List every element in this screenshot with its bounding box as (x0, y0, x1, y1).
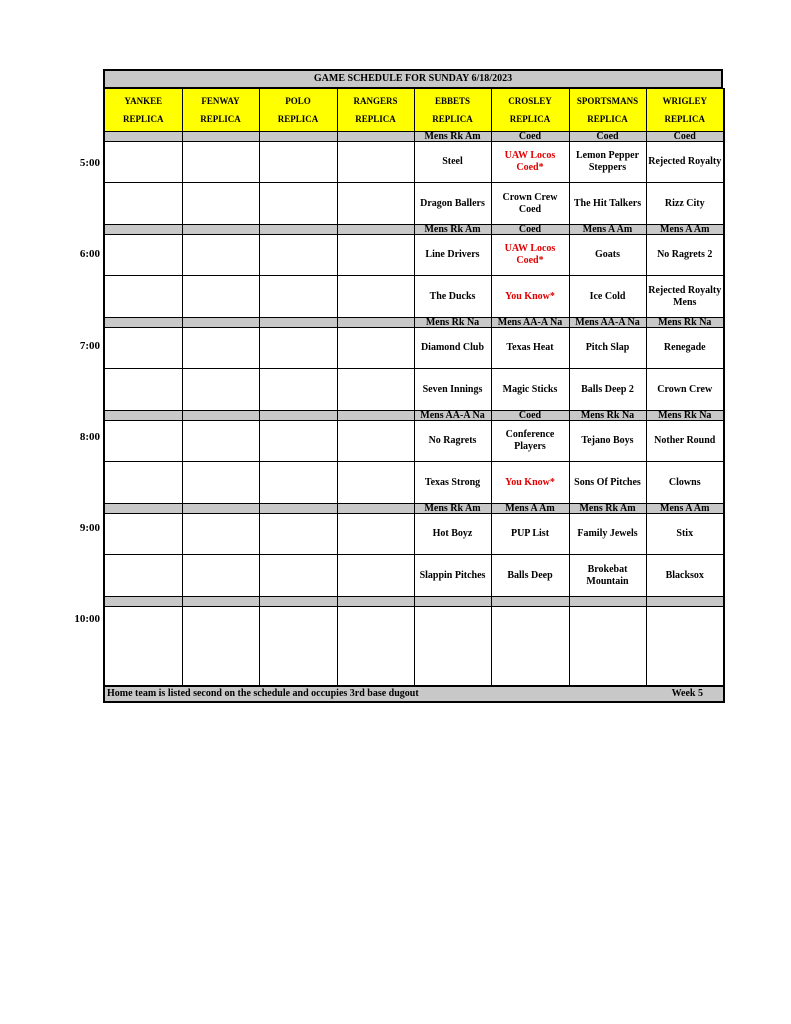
field-subtitle: REPLICA (432, 114, 473, 124)
field-subtitle: REPLICA (509, 114, 551, 124)
division-label: Mens A Am (646, 225, 724, 235)
division-label (182, 504, 259, 514)
schedule-title: GAME SCHEDULE FOR SUNDAY 6/18/2023 (103, 69, 723, 88)
division-label: Mens A Am (569, 225, 646, 235)
division-label (104, 597, 182, 607)
away-team-cell (104, 235, 182, 276)
division-label: Mens Rk Na (646, 318, 724, 328)
home-team-cell (259, 555, 337, 597)
away-team-cell: Renegade (646, 328, 724, 369)
schedule-sheet (103, 69, 723, 703)
home-team-cell (182, 462, 259, 504)
home-team-cell: Blacksox (646, 555, 724, 597)
away-team-cell: Stix (646, 514, 724, 555)
field-header (569, 89, 646, 132)
home-team-cell: Magic Sticks (491, 369, 569, 411)
home-team-cell: The Hit Talkers (569, 183, 646, 225)
division-label (104, 132, 182, 142)
home-team-cell (259, 369, 337, 411)
game-team-row (104, 462, 724, 504)
time-label: 9:00 (79, 522, 100, 534)
away-team-cell: UAW Locos Coed* (491, 142, 569, 183)
home-team-cell (337, 369, 414, 411)
away-team-cell: Family Jewels (569, 514, 646, 555)
away-team-cell (182, 421, 259, 462)
home-team-cell (104, 369, 182, 411)
field-subtitle: REPLICA (122, 114, 164, 124)
division-label: Mens Rk Am (414, 132, 491, 142)
division-label (259, 225, 337, 235)
division-label: Mens Rk Am (414, 225, 491, 235)
division-label (337, 225, 414, 235)
division-label (337, 132, 414, 142)
away-team-cell: Texas Heat (491, 328, 569, 369)
empty-cell (104, 607, 182, 687)
division-label: Mens Rk Na (646, 411, 724, 421)
division-label (182, 132, 259, 142)
home-team-cell (259, 276, 337, 318)
field-name: POLO (285, 96, 311, 106)
home-team-cell: Dragon Ballers (414, 183, 491, 225)
away-team-cell (182, 328, 259, 369)
field-header (104, 89, 182, 132)
home-team-cell (337, 183, 414, 225)
division-label: Mens Rk Am (414, 504, 491, 514)
home-team-cell: Brokebat Mountain (569, 555, 646, 597)
time-label: 10:00 (74, 613, 100, 625)
game-team-row (104, 514, 724, 555)
field-name: WRIGLEY (662, 96, 707, 106)
away-team-cell (259, 328, 337, 369)
division-label (646, 597, 724, 607)
field-name: YANKEE (124, 96, 163, 106)
field-header (646, 89, 724, 132)
field-header-row (104, 89, 724, 132)
empty-cell (414, 607, 491, 687)
game-team-row (104, 369, 724, 411)
field-subtitle: REPLICA (664, 114, 705, 124)
empty-cell (491, 607, 569, 687)
field-subtitle: REPLICA (200, 114, 241, 124)
home-team-cell (182, 276, 259, 318)
division-label (182, 225, 259, 235)
empty-cell (646, 607, 724, 687)
away-team-cell: Nother Round (646, 421, 724, 462)
away-team-cell: Hot Boyz (414, 514, 491, 555)
division-label: Mens AA-A Na (569, 318, 646, 328)
home-team-cell: Balls Deep (491, 555, 569, 597)
home-team-cell: You Know* (491, 462, 569, 504)
division-label: Mens A Am (491, 504, 569, 514)
away-team-cell: Diamond Club (414, 328, 491, 369)
away-team-cell (104, 328, 182, 369)
away-team-cell: Conference Players (491, 421, 569, 462)
division-label (104, 318, 182, 328)
division-label (104, 504, 182, 514)
home-team-cell: Rejected Royalty Mens (646, 276, 724, 318)
division-label: Coed (491, 132, 569, 142)
field-subtitle: REPLICA (587, 114, 628, 124)
home-team-cell: You Know* (491, 276, 569, 318)
home-team-cell: Texas Strong (414, 462, 491, 504)
home-team-cell (104, 462, 182, 504)
division-label (337, 597, 414, 607)
footer-row (104, 686, 724, 702)
division-label (182, 597, 259, 607)
empty-cell (259, 607, 337, 687)
field-subtitle: REPLICA (355, 114, 396, 124)
division-label: Mens A Am (646, 504, 724, 514)
away-team-cell: Rejected Royalty (646, 142, 724, 183)
home-team-cell (259, 462, 337, 504)
home-team-cell (104, 276, 182, 318)
division-label: Mens Rk Na (569, 411, 646, 421)
home-team-cell: Clowns (646, 462, 724, 504)
division-label (259, 504, 337, 514)
game-team-row (104, 142, 724, 183)
away-team-cell (104, 421, 182, 462)
division-row (104, 132, 724, 142)
home-team-cell: Seven Innings (414, 369, 491, 411)
home-team-cell (337, 276, 414, 318)
division-label: Coed (569, 132, 646, 142)
away-team-cell (259, 514, 337, 555)
home-team-cell: Rizz City (646, 183, 724, 225)
away-team-cell (182, 514, 259, 555)
away-team-cell: Lemon Pepper Steppers (569, 142, 646, 183)
field-header (182, 89, 259, 132)
division-label: Mens AA-A Na (414, 411, 491, 421)
footer-cell (104, 686, 724, 702)
division-label: Coed (491, 411, 569, 421)
week-label: Week 5 (671, 688, 703, 699)
away-team-cell: Pitch Slap (569, 328, 646, 369)
field-subtitle: REPLICA (277, 114, 319, 124)
home-team-cell: Crown Crew Coed (491, 183, 569, 225)
away-team-cell: UAW Locos Coed* (491, 235, 569, 276)
home-team-cell (337, 555, 414, 597)
home-team-cell: Slappin Pitches (414, 555, 491, 597)
division-label (337, 318, 414, 328)
division-label: Coed (491, 225, 569, 235)
away-team-cell: Steel (414, 142, 491, 183)
home-team-cell: Balls Deep 2 (569, 369, 646, 411)
footer-note: Home team is listed second on the schedule and occupies 3rd base dugout (107, 688, 419, 699)
away-team-cell (337, 328, 414, 369)
field-header (414, 89, 491, 132)
away-team-cell (337, 235, 414, 276)
division-label (259, 597, 337, 607)
game-team-row (104, 183, 724, 225)
field-name: EBBETS (434, 96, 471, 106)
division-label (182, 318, 259, 328)
home-team-cell: Sons Of Pitches (569, 462, 646, 504)
away-team-cell (104, 142, 182, 183)
division-label (414, 597, 491, 607)
time-label: 5:00 (79, 157, 100, 169)
away-team-cell: No Ragrets 2 (646, 235, 724, 276)
home-team-cell: The Ducks (414, 276, 491, 318)
field-name: CROSLEY (508, 96, 552, 106)
division-label: Mens AA-A Na (491, 318, 569, 328)
empty-slot-row (104, 607, 724, 687)
away-team-cell (337, 142, 414, 183)
division-row (104, 411, 724, 421)
away-team-cell (337, 421, 414, 462)
away-team-cell: No Ragrets (414, 421, 491, 462)
division-label (259, 411, 337, 421)
home-team-cell (182, 555, 259, 597)
division-label (491, 597, 569, 607)
division-label (337, 504, 414, 514)
away-team-cell: Tejano Boys (569, 421, 646, 462)
division-label (259, 318, 337, 328)
away-team-cell (337, 514, 414, 555)
away-team-cell (259, 421, 337, 462)
division-row (104, 318, 724, 328)
division-label (104, 225, 182, 235)
field-name: RANGERS (353, 96, 398, 106)
division-label: Mens Rk Am (569, 504, 646, 514)
game-team-row (104, 328, 724, 369)
home-team-cell: Crown Crew (646, 369, 724, 411)
game-team-row (104, 421, 724, 462)
division-row (104, 597, 724, 607)
empty-cell (337, 607, 414, 687)
away-team-cell (259, 142, 337, 183)
field-header (259, 89, 337, 132)
division-label (182, 411, 259, 421)
empty-cell (569, 607, 646, 687)
home-team-cell (104, 555, 182, 597)
home-team-cell (337, 462, 414, 504)
away-team-cell: Line Drivers (414, 235, 491, 276)
away-team-cell (182, 235, 259, 276)
game-team-row (104, 235, 724, 276)
away-team-cell (104, 514, 182, 555)
game-team-row (104, 555, 724, 597)
division-label (569, 597, 646, 607)
home-team-cell (182, 183, 259, 225)
home-team-cell (182, 369, 259, 411)
time-label: 8:00 (79, 431, 100, 443)
home-team-cell: Ice Cold (569, 276, 646, 318)
field-name: SPORTSMANS (576, 96, 639, 106)
division-label: Coed (646, 132, 724, 142)
division-label (104, 411, 182, 421)
division-label: Mens Rk Na (414, 318, 491, 328)
time-label: 6:00 (79, 248, 100, 260)
home-team-cell (104, 183, 182, 225)
away-team-cell: Goats (569, 235, 646, 276)
field-header (491, 89, 569, 132)
away-team-cell (259, 235, 337, 276)
division-label (259, 132, 337, 142)
away-team-cell (182, 142, 259, 183)
division-label (337, 411, 414, 421)
division-row (104, 225, 724, 235)
schedule-table (103, 88, 725, 703)
field-header (337, 89, 414, 132)
time-label: 7:00 (79, 340, 100, 352)
away-team-cell: PUP List (491, 514, 569, 555)
division-row (104, 504, 724, 514)
field-name: FENWAY (201, 96, 240, 106)
home-team-cell (259, 183, 337, 225)
empty-cell (182, 607, 259, 687)
game-team-row (104, 276, 724, 318)
